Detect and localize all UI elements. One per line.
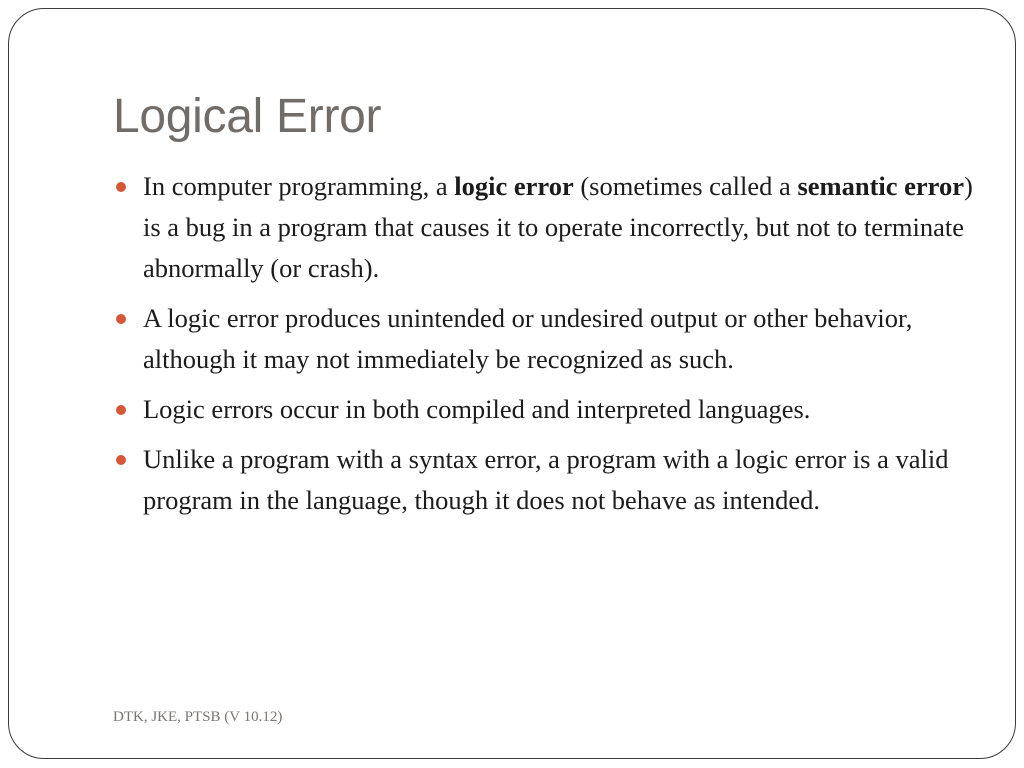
bullet-text: A logic error produces unintended or undesired output or other behavior, although it may not immediately be recognized as such. (143, 303, 913, 374)
bullet-item-definition (116, 166, 976, 289)
bullet-dot-icon (116, 455, 126, 465)
bullet-text: Logic errors occur in both compiled and interpreted languages. (143, 394, 811, 424)
bullet-text: In computer programming, a (143, 171, 455, 201)
bullet-item-languages (116, 389, 976, 430)
bullet-item-syntax-comparison (116, 439, 976, 521)
bullet-list (116, 166, 976, 530)
slide-title: Logical Error (113, 90, 382, 143)
bullet-item-output (116, 298, 976, 380)
bullet-dot-icon (116, 182, 126, 192)
bullet-text: Unlike a program with a syntax error, a program with a logic error is a valid program in the language, though it does not behave as intended. (143, 444, 949, 515)
bullet-dot-icon (116, 405, 126, 415)
bullet-dot-icon (116, 314, 126, 324)
slide-footer: DTK, JKE, PTSB (V 10.12) (113, 709, 283, 725)
bullet-text: (sometimes called a (573, 171, 798, 201)
term-logic-error: logic error (454, 171, 574, 201)
term-semantic-error: semantic error (797, 171, 964, 201)
bullet-text: ) is a bug in a program that causes it to operate incorrectly, but not to terminate abnormally (or crash). (143, 171, 973, 283)
